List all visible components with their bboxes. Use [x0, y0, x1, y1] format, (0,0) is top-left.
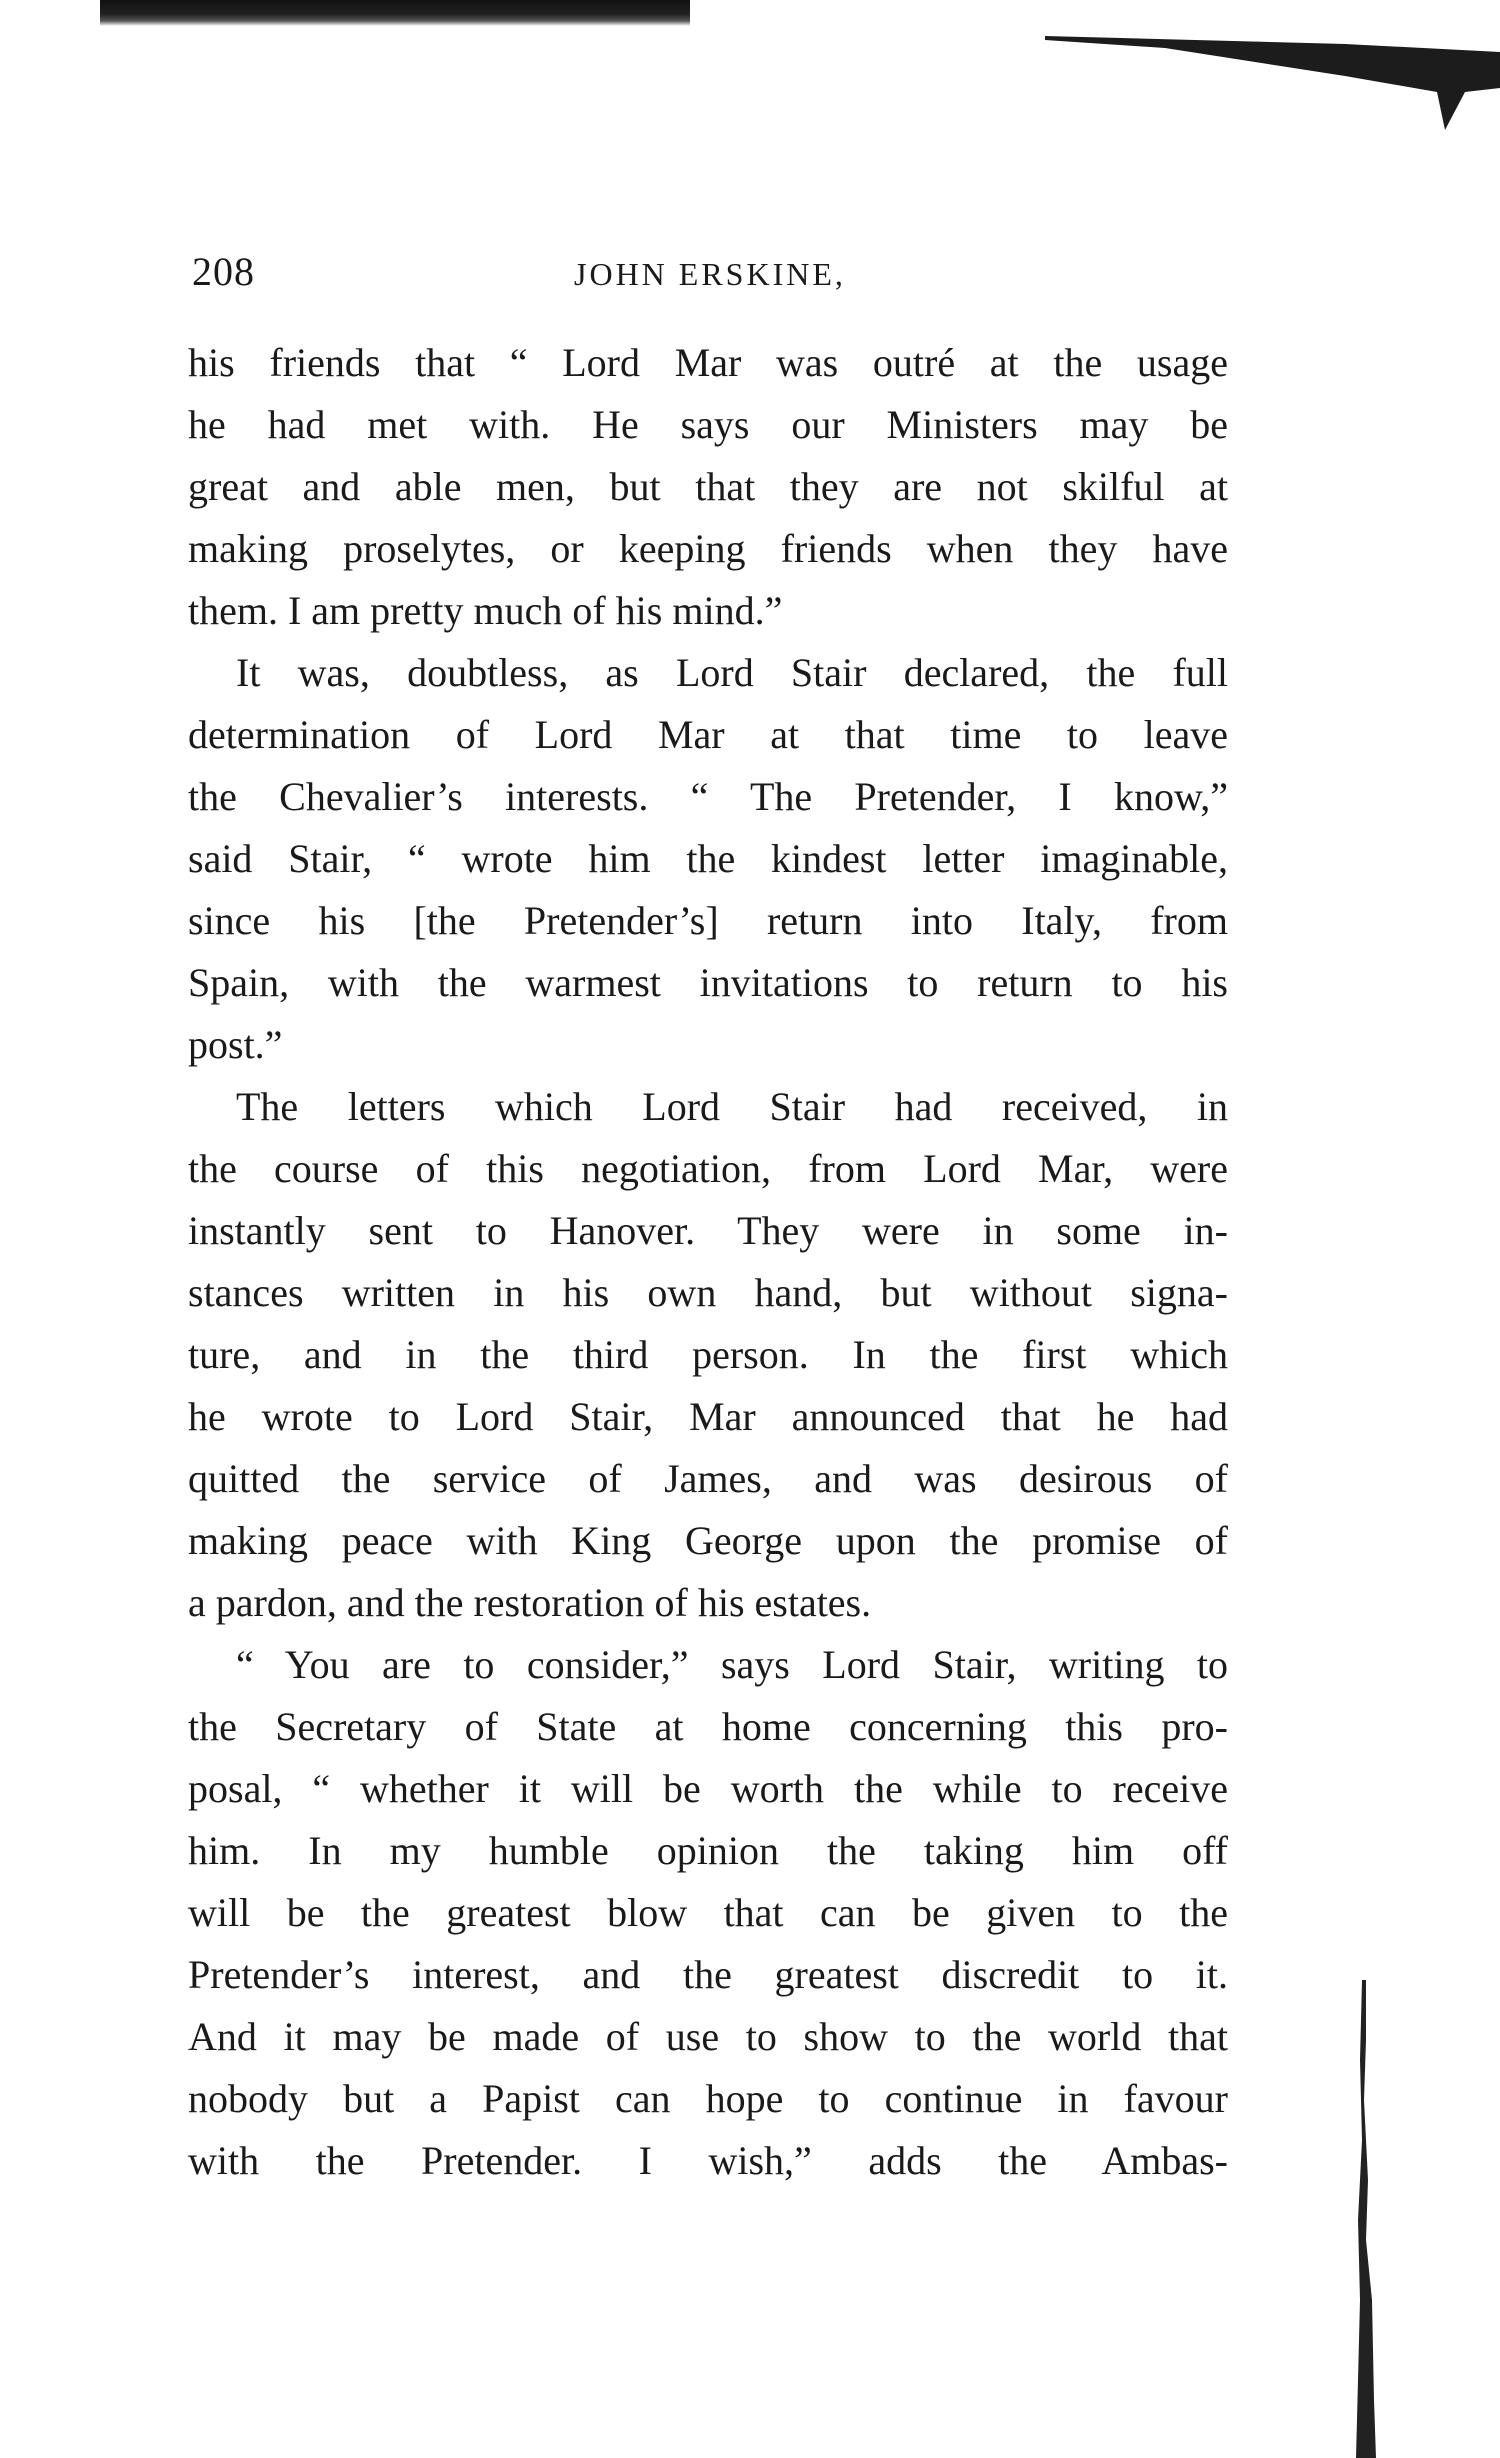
text-line: determination of Lord Mar at that time to leave: [188, 712, 1228, 757]
text-line: the Secretary of State at home concerning this pro-: [188, 1704, 1228, 1749]
text-line: quitted the service of James, and was desirous of: [188, 1456, 1228, 1501]
text-line: instantly sent to Hanover. They were in some in-: [188, 1208, 1228, 1253]
running-title: JOHN ERSKINE,: [574, 256, 846, 292]
text-line: And it may be made of use to show to the world that: [188, 2014, 1228, 2059]
scan-edge-shadow-corner: [1045, 30, 1500, 140]
scan-edge-shadow-top: [100, 0, 690, 26]
text-line: nobody but a Papist can hope to continue in favour: [188, 2076, 1228, 2121]
text-line: with the Pretender. I wish,” adds the Ambas-: [188, 2138, 1228, 2183]
text-line: “ You are to consider,” says Lord Stair, writing to: [236, 1642, 1228, 1687]
text-line: making peace with King George upon the promise of: [188, 1518, 1228, 1563]
text-line: posal, “ whether it will be worth the while to receive: [188, 1766, 1228, 1811]
body-text: [188, 332, 1228, 2192]
text-line: It was, doubtless, as Lord Stair declared, the full: [236, 650, 1228, 695]
page-number: 208: [192, 249, 255, 294]
text-line: his friends that “ Lord Mar was outré at the usage: [188, 340, 1228, 385]
text-line: the course of this negotiation, from Lord Mar, were: [188, 1146, 1228, 1191]
text-line: will be the greatest blow that can be given to the: [188, 1890, 1228, 1935]
scan-edge-shadow-right: [1352, 1980, 1378, 2458]
page-header: [192, 248, 1232, 308]
text-line: stances written in his own hand, but without signa-: [188, 1270, 1228, 1315]
text-line: Spain, with the warmest invitations to return to his: [188, 960, 1228, 1005]
text-line: making proselytes, or keeping friends when they have: [188, 526, 1228, 571]
text-line: them. I am pretty much of his mind.”: [188, 588, 783, 633]
text-line: the Chevalier’s interests. “ The Pretender, I know,”: [188, 774, 1228, 819]
text-line: great and able men, but that they are not skilful at: [188, 464, 1228, 509]
text-line: post.”: [188, 1022, 283, 1067]
text-line: him. In my humble opinion the taking him off: [188, 1828, 1228, 1873]
text-line: ture, and in the third person. In the first which: [188, 1332, 1228, 1377]
text-line: a pardon, and the restoration of his estates.: [188, 1580, 872, 1625]
text-line: he wrote to Lord Stair, Mar announced that he had: [188, 1394, 1228, 1439]
text-line: Pretender’s interest, and the greatest discredit to it.: [188, 1952, 1228, 1997]
text-line: said Stair, “ wrote him the kindest letter imaginable,: [188, 836, 1228, 881]
text-line: The letters which Lord Stair had received, in: [236, 1084, 1228, 1129]
text-line: he had met with. He says our Ministers may be: [188, 402, 1228, 447]
text-line: since his [the Pretender’s] return into Italy, from: [188, 898, 1228, 943]
